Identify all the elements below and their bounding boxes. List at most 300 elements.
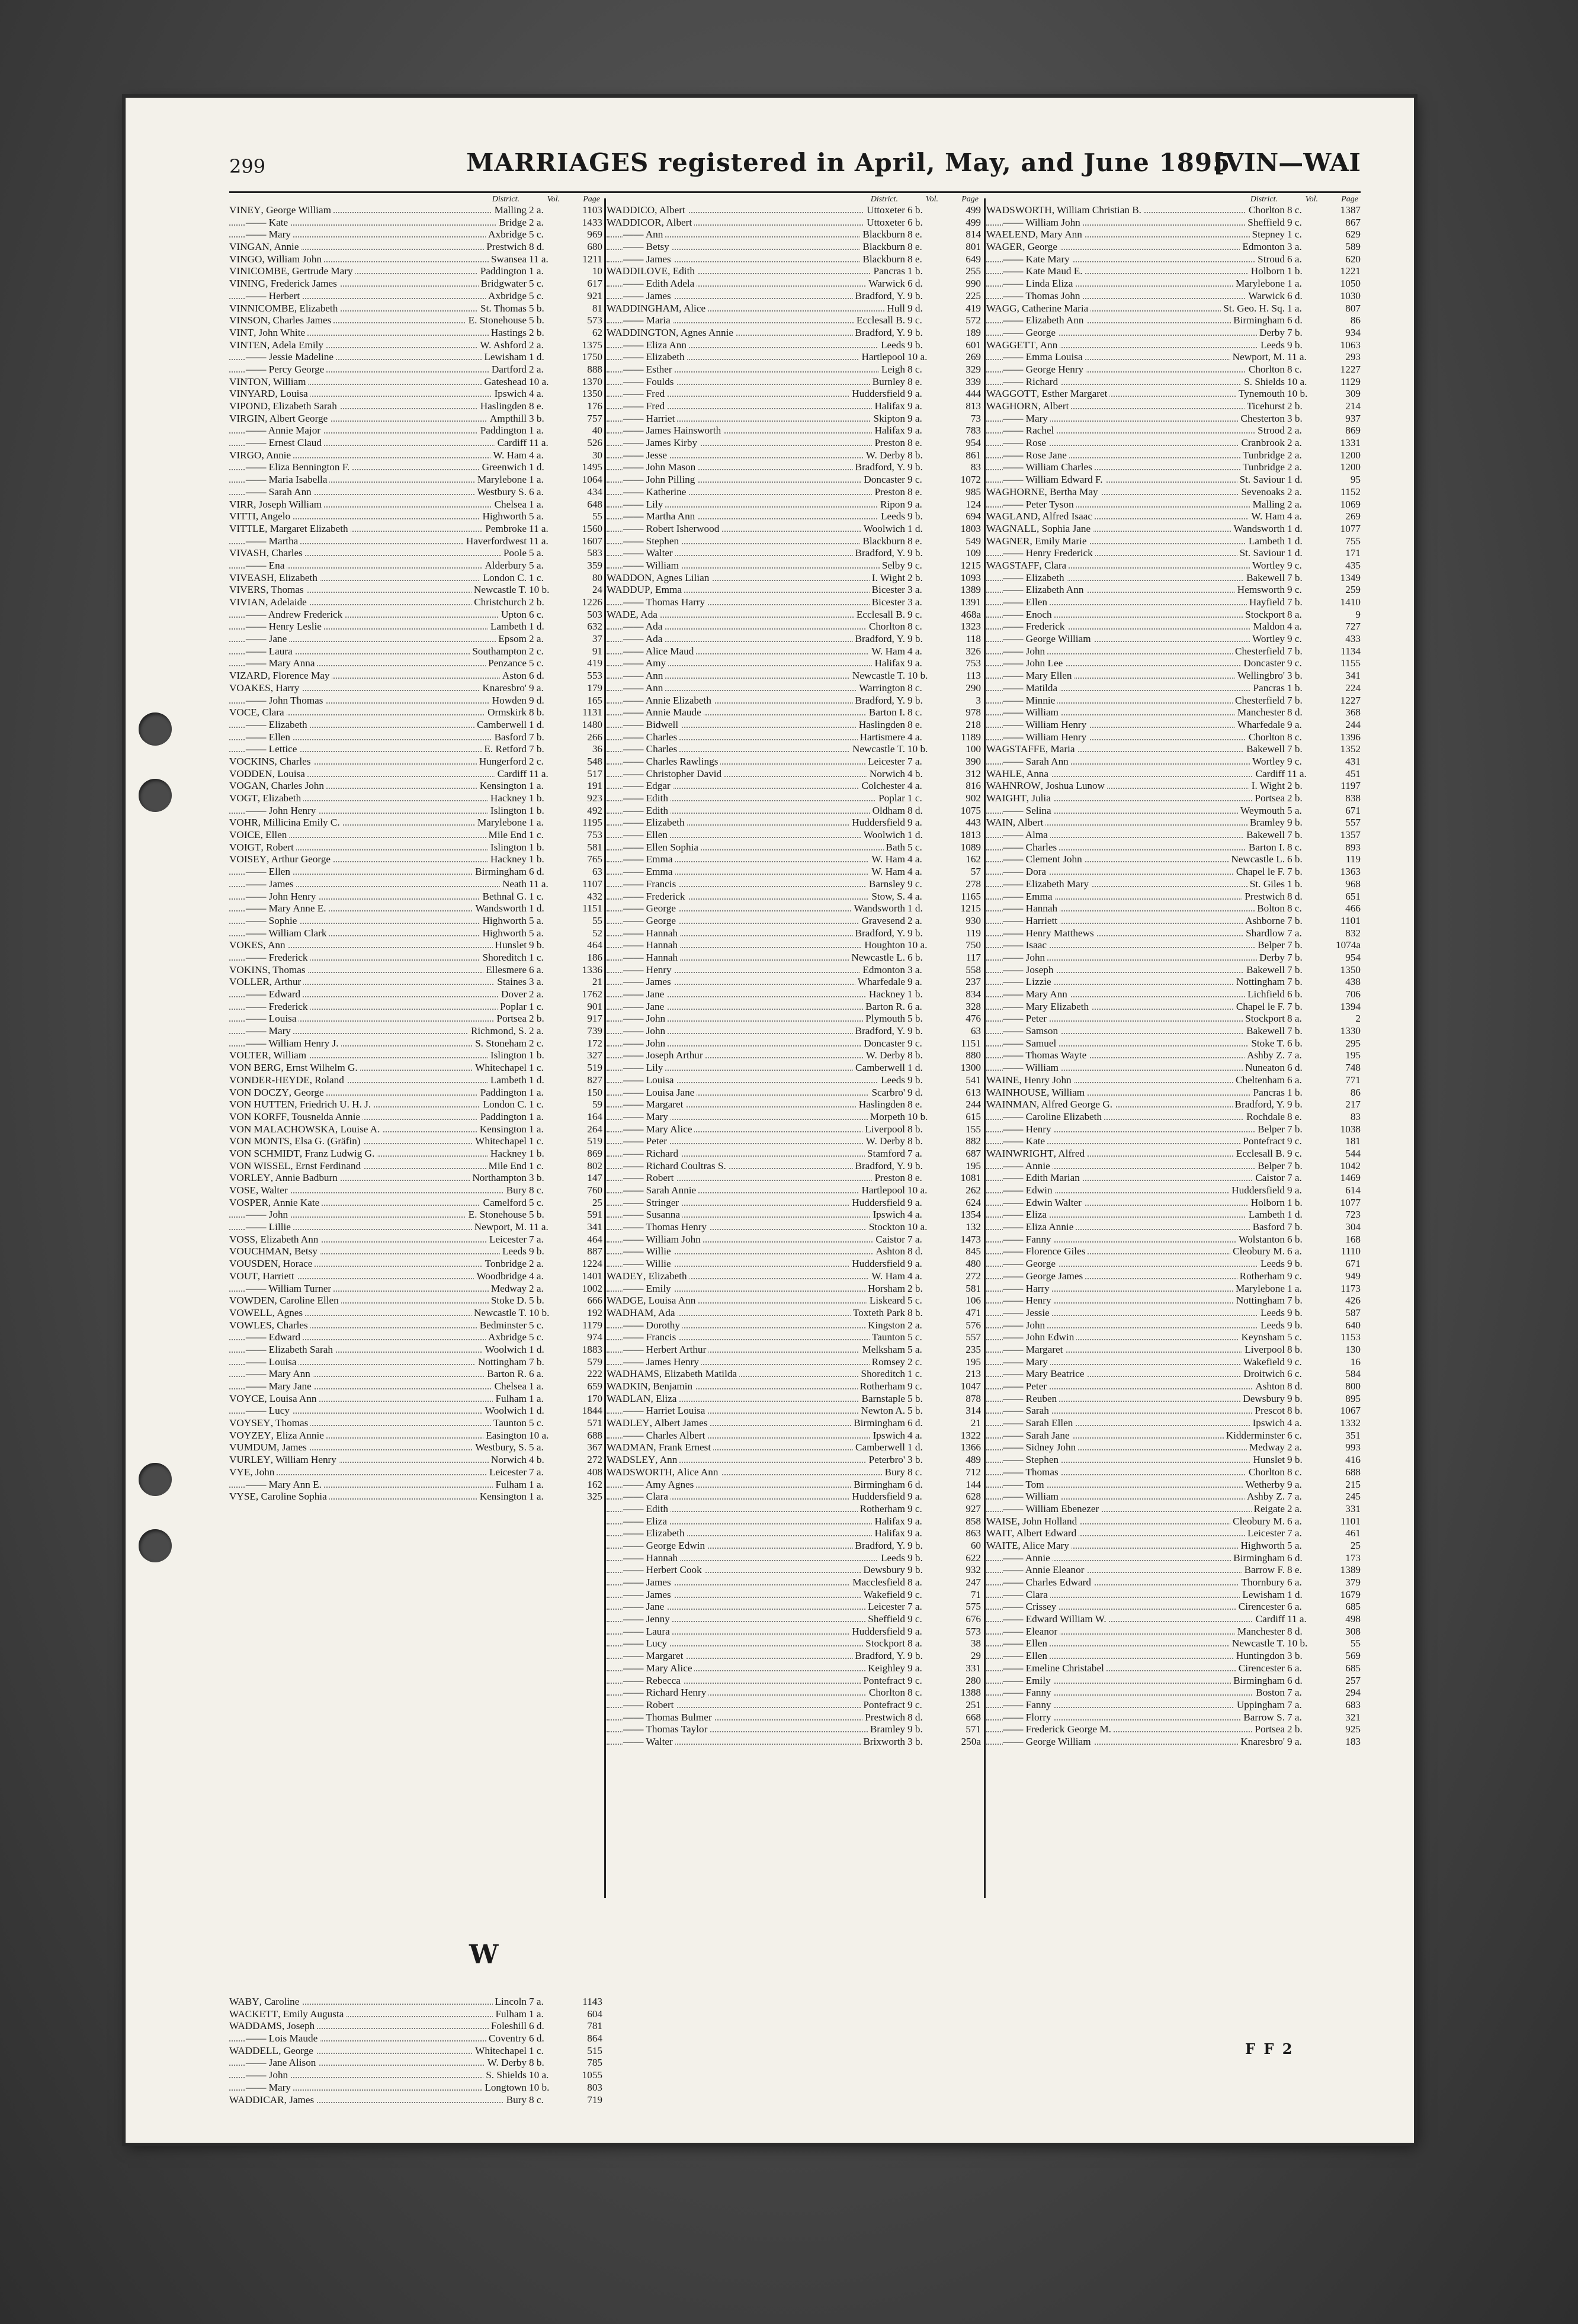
register-entry — [607, 927, 981, 940]
entry-name: WAGGOTT, Esther Margaret — [986, 388, 1109, 400]
register-entry — [986, 1062, 1361, 1074]
entry-volume: 1 b. — [529, 841, 544, 853]
register-entry — [607, 1124, 981, 1136]
entry-volume: 1 a. — [529, 265, 544, 277]
register-entry — [986, 560, 1361, 572]
entry-name: WADDELL, George — [229, 2045, 316, 2057]
entry-district: Wakefield — [1241, 1356, 1285, 1369]
entry-district: Birmingham — [851, 1417, 905, 1430]
entry-district: Hackney — [488, 792, 527, 805]
entry-district: Chapel le F. — [1234, 866, 1285, 878]
entry-page: 1055 — [582, 2069, 602, 2081]
entry-page: 1300 — [960, 1062, 981, 1074]
entry-district: Manchester — [1235, 707, 1285, 719]
register-entry — [986, 1111, 1361, 1124]
entry-name: —— Peter — [1003, 1013, 1049, 1025]
entry-page: 331 — [966, 1662, 981, 1674]
entry-district: Christchurch — [472, 596, 527, 609]
entry-name: —— Ellen — [1003, 1650, 1050, 1662]
entry-page: 503 — [587, 608, 602, 620]
column-header — [986, 192, 1361, 204]
entry-volume: 4 a. — [907, 866, 922, 878]
entry-name: —— James Hainsworth — [623, 425, 723, 437]
entry-volume: 9 a. — [907, 1527, 922, 1539]
entry-volume: 7 b. — [1287, 572, 1303, 583]
entry-page: 541 — [966, 1074, 981, 1086]
entry-name: —— William John — [1003, 217, 1083, 229]
entry-name: VON MALACHOWSKA, Louise A. — [229, 1124, 382, 1136]
entry-page: 814 — [966, 229, 981, 240]
district-heading: District. — [492, 195, 519, 204]
entry-page: 571 — [587, 1417, 602, 1429]
entry-district: Warwick — [866, 278, 905, 290]
entry-page: 803 — [587, 2081, 602, 2093]
entry-page: 80 — [592, 572, 602, 583]
entry-volume: 2 b. — [907, 1282, 923, 1294]
entry-page: 845 — [966, 1246, 981, 1257]
entry-district: Ashby Z. — [1245, 1049, 1285, 1062]
entry-district: Leicester — [865, 756, 905, 768]
entry-page: 985 — [966, 486, 981, 497]
entry-page: 217 — [1345, 1099, 1361, 1110]
entry-district: Hartlepool — [859, 351, 905, 364]
entry-name: —— Elizabeth — [246, 719, 310, 731]
entry-page: 591 — [587, 1209, 602, 1221]
entry-page: 106 — [966, 1295, 981, 1307]
entry-volume: 7 b. — [529, 731, 544, 743]
entry-page: 1844 — [582, 1405, 602, 1417]
entry-volume: 5 a. — [529, 1442, 544, 1453]
entry-name: —— James — [623, 290, 673, 303]
entry-district: Weymouth — [1238, 805, 1285, 817]
entry-district: Strood — [1255, 425, 1285, 437]
entry-district: W. Derby — [864, 450, 905, 462]
entry-volume: 7 b. — [529, 743, 544, 755]
entry-name: —— Annie Elizabeth — [623, 695, 714, 707]
entry-district: Lambeth — [1246, 1209, 1285, 1221]
register-entry — [607, 915, 981, 927]
entry-page: 765 — [587, 853, 602, 865]
entry-name: —— Elizabeth — [1003, 572, 1067, 585]
entry-volume: 1 c. — [529, 1062, 544, 1074]
entry-name: —— John Henry — [246, 891, 318, 903]
register-entry — [229, 1038, 602, 1050]
register-entry — [607, 572, 981, 585]
entry-district: Cranbrook — [1239, 437, 1285, 450]
entry-district: Marylebone — [475, 474, 527, 486]
register-entry — [607, 1613, 981, 1626]
register-entry — [229, 1209, 602, 1221]
entry-name: WAGNER, Emily Marie — [986, 535, 1089, 548]
entry-volume: 4 a. — [1287, 621, 1302, 633]
entry-district: Leeds — [1258, 1258, 1285, 1270]
entry-volume: 9 b. — [907, 1650, 923, 1662]
entry-district: London C. — [480, 572, 527, 585]
entry-page: 30 — [592, 449, 602, 461]
register-entry — [229, 1393, 602, 1405]
register-entry — [986, 217, 1361, 229]
register-entry — [229, 1295, 602, 1307]
register-entry — [607, 768, 981, 781]
register-entry — [229, 2057, 602, 2069]
entry-district: Alderbury — [482, 560, 527, 572]
entry-page: 668 — [966, 1711, 981, 1723]
entry-page: 118 — [966, 633, 981, 645]
entry-district: Stepney — [1250, 229, 1285, 241]
entry-district: Horsham — [865, 1283, 905, 1295]
entry-district: Wortley — [1250, 633, 1285, 646]
register-entry — [986, 253, 1361, 266]
entry-volume: 7 a. — [1287, 1527, 1302, 1539]
entry-volume: 9 b. — [907, 547, 923, 559]
entry-district: Belper — [1255, 1124, 1285, 1136]
register-entry — [229, 2033, 602, 2045]
register-entry — [229, 1148, 602, 1160]
register-entry — [986, 339, 1361, 352]
entry-page: 921 — [587, 290, 602, 301]
entry-district: Sevenoaks — [1239, 486, 1285, 499]
entry-page: 517 — [587, 768, 602, 779]
entry-district: Halifax — [872, 1516, 905, 1528]
column-2 — [607, 192, 981, 1851]
entry-name: —— Frederick — [246, 1001, 310, 1013]
entry-page: 213 — [966, 1368, 981, 1380]
register-entry — [229, 2020, 602, 2033]
register-entry — [986, 596, 1361, 609]
register-entry — [229, 829, 602, 842]
entry-page: 548 — [587, 755, 602, 767]
entry-district: Rotherham — [1237, 1270, 1285, 1283]
entry-district: Hastings — [489, 327, 527, 339]
entry-volume: 2 a. — [1287, 1442, 1302, 1453]
entry-district: Peterbro' — [867, 1454, 905, 1466]
entry-name: —— Mary Alice — [623, 1662, 694, 1675]
entry-volume: 1 a. — [529, 1478, 544, 1490]
register-entry — [607, 327, 981, 339]
register-entry — [986, 1087, 1361, 1099]
entry-page: 464 — [587, 939, 602, 951]
entry-district: Leicester — [487, 1234, 527, 1246]
entry-volume: 10 b. — [1287, 1638, 1308, 1649]
page-heading: Page — [583, 195, 600, 204]
entry-volume: 6 d. — [529, 2020, 544, 2032]
entry-name: —— John Henry — [246, 805, 318, 817]
entry-district: Chelsea — [492, 1381, 527, 1393]
entry-district: Wortley — [1250, 560, 1285, 572]
register-entry — [986, 976, 1361, 988]
entry-name: —— Hannah — [623, 939, 680, 952]
register-entry — [986, 1712, 1361, 1724]
entry-volume: 2 a. — [529, 339, 544, 351]
entry-name: —— Hannah — [623, 952, 680, 964]
entry-district: Woodbridge — [474, 1270, 527, 1283]
register-entry — [229, 511, 602, 523]
entry-name: —— Mary — [246, 229, 293, 241]
register-entry — [986, 646, 1361, 658]
entry-page: 2 — [1355, 1013, 1361, 1025]
entry-district: Haslingden — [857, 1099, 905, 1111]
entry-volume: 8 c. — [907, 707, 922, 718]
entry-district: Leicester — [1245, 1527, 1285, 1540]
entry-district: Easington — [483, 1430, 527, 1442]
entry-name: —— Ernest Claud — [246, 437, 324, 450]
entry-district: Barrow S. — [1241, 1712, 1285, 1724]
entry-page: 622 — [966, 1552, 981, 1564]
entry-name: —— Henry — [1003, 1124, 1054, 1136]
entry-page: 183 — [1345, 1735, 1361, 1747]
entry-volume: 7 b. — [1287, 976, 1303, 988]
register-entry — [607, 1062, 981, 1074]
entry-name: WAGSTAFF, Clara — [986, 560, 1069, 572]
register-entry — [607, 1675, 981, 1687]
register-entry — [986, 1442, 1361, 1454]
entry-volume: 8 e. — [907, 253, 922, 265]
entry-page: 25 — [1350, 1539, 1361, 1551]
entry-district: Toxteth Park — [851, 1307, 905, 1320]
entry-page: 558 — [966, 964, 981, 975]
entry-name: —— Henry Frederick — [1003, 547, 1095, 560]
entry-page: 461 — [1345, 1527, 1361, 1539]
register-entry — [607, 1001, 981, 1013]
entry-page: 755 — [1345, 535, 1361, 547]
entry-district: Howden — [490, 695, 527, 707]
entry-name: —— Emma — [1003, 891, 1055, 903]
entry-name: —— Dora — [1003, 866, 1048, 878]
entry-volume: 1 a. — [529, 1392, 544, 1404]
entry-name: WAELEND, Mary Ann — [986, 229, 1085, 241]
entry-volume: 1 d. — [529, 461, 544, 473]
entry-page: 341 — [1345, 670, 1361, 682]
entry-page: 327 — [587, 1049, 602, 1061]
entry-volume: 5 a. — [907, 1343, 922, 1355]
entry-district: St. Thomas — [478, 303, 527, 315]
entry-district: Knaresbro' — [480, 682, 527, 695]
entry-volume: 6 b. — [1287, 1037, 1303, 1049]
entry-volume: 7 b. — [1287, 694, 1303, 706]
entry-district: S. Shields — [483, 2069, 527, 2082]
register-entry — [607, 1099, 981, 1111]
entry-page: 435 — [1345, 559, 1361, 571]
entry-volume: 3 b. — [1287, 1650, 1303, 1662]
entry-name: WADDICO, Albert — [607, 204, 688, 217]
entry-volume: 7 a. — [907, 1233, 922, 1245]
register-entry — [229, 1001, 602, 1013]
entry-name: —— Mary Ellen — [1003, 670, 1074, 682]
entry-name: VOWLES, Charles — [229, 1320, 310, 1332]
entry-volume: 9 c. — [1287, 657, 1302, 669]
entry-volume: 6 c. — [1287, 1368, 1302, 1380]
entry-page: 215 — [1345, 1478, 1361, 1490]
register-entry — [229, 768, 602, 781]
entry-page: 95 — [1350, 474, 1361, 486]
entry-volume: 1 d. — [529, 1405, 544, 1417]
entry-district: Whitechapel — [473, 2045, 527, 2057]
register-entry — [607, 388, 981, 400]
entry-page: 1354 — [960, 1209, 981, 1221]
register-entry — [986, 1038, 1361, 1050]
entry-page: 549 — [966, 535, 981, 547]
entry-volume: 5 c. — [529, 1196, 544, 1208]
entry-volume: 2 c. — [529, 1037, 544, 1049]
entry-name: —— Mary Ann E. — [246, 1479, 324, 1491]
entry-name: —— Jesse — [623, 450, 669, 462]
entry-volume: 6 b. — [907, 216, 923, 228]
entry-district: Shardlow — [1243, 927, 1285, 940]
entry-volume: 7 a. — [907, 1601, 922, 1613]
entry-name: —— Lucy — [623, 1638, 669, 1650]
register-entry — [607, 1320, 981, 1332]
entry-district: Camberwell — [853, 1062, 905, 1074]
entry-volume: 2 a. — [529, 216, 544, 228]
entry-page: 1349 — [1340, 572, 1361, 583]
entry-page: 930 — [966, 914, 981, 926]
entry-name: —— Willie — [623, 1246, 673, 1258]
entry-page: 83 — [970, 461, 981, 473]
register-entry — [986, 853, 1361, 866]
entry-volume: 10 a. — [1287, 375, 1307, 387]
entry-page: 937 — [1345, 412, 1361, 424]
entry-district: Gateshead — [482, 376, 527, 389]
entry-name: VIVIAN, Adelaide — [229, 596, 309, 609]
vol-heading: Vol. — [925, 195, 938, 204]
entry-volume: 1 c. — [907, 1368, 922, 1380]
entry-name: —— Ann — [623, 229, 665, 241]
entry-page: 71 — [970, 1588, 981, 1600]
entry-volume: 11 a. — [529, 253, 549, 265]
entry-name: VON HUTTEN, Friedrich U. H. J. — [229, 1099, 373, 1111]
entry-volume: 1 c. — [529, 1160, 544, 1171]
entry-page: 1131 — [582, 707, 602, 718]
register-entry — [986, 278, 1361, 290]
entry-page: 781 — [587, 2020, 602, 2032]
entry-district: Bicester — [870, 584, 905, 596]
entry-volume: 1 c. — [1287, 229, 1302, 240]
entry-page: 800 — [1345, 1381, 1361, 1392]
entry-name: —— Ellen — [1003, 596, 1050, 609]
register-entry — [229, 695, 602, 707]
entry-name: WADDILOVE, Edith — [607, 265, 697, 278]
entry-district: Huntingdon — [1234, 1650, 1285, 1662]
register-entry — [607, 1344, 981, 1356]
entry-volume: 9 b. — [907, 1723, 923, 1735]
entry-name: VITTI, Angelo — [229, 511, 293, 523]
entry-volume: 8 d. — [1287, 890, 1303, 902]
entry-name: —— Clara — [623, 1491, 671, 1503]
entry-district: Wortley — [1250, 756, 1285, 768]
register-entry — [229, 1013, 602, 1025]
entry-district: Coventry — [486, 2033, 527, 2045]
entry-volume: 9 b. — [1287, 817, 1303, 829]
entry-page: 581 — [587, 841, 602, 853]
register-entry — [607, 646, 981, 658]
register-entry — [607, 1662, 981, 1675]
entry-district: Lichfield — [1245, 988, 1285, 1001]
entry-name: —— Ellen — [246, 866, 293, 878]
entry-name: —— Jane — [623, 988, 666, 1001]
entry-volume: 9 a. — [907, 1196, 922, 1208]
entry-volume: 4 a. — [529, 388, 544, 400]
entry-district: Leicester — [865, 1601, 905, 1613]
entry-district: Keighley — [865, 1662, 905, 1675]
entry-volume: 2 a. — [907, 1319, 922, 1331]
entry-page: 1323 — [960, 621, 981, 633]
entry-district: St. Saviour — [1237, 474, 1285, 486]
entry-volume: 9 c. — [907, 474, 922, 486]
entry-district: Warwick — [1246, 290, 1285, 303]
register-entry — [229, 425, 602, 437]
entry-district: Oldham — [870, 805, 905, 817]
entry-name: —— John — [1003, 1320, 1047, 1332]
register-entry — [986, 903, 1361, 915]
entry-volume: 2 a. — [529, 633, 544, 645]
register-entry — [986, 314, 1361, 327]
entry-name: VIVASH, Charles — [229, 547, 305, 560]
register-entry — [986, 1221, 1361, 1234]
entry-page: 544 — [1345, 1147, 1361, 1159]
entry-name: —— Jane — [623, 1601, 666, 1613]
entry-district: Huddersfield — [849, 1626, 905, 1638]
entry-district: Epsom — [496, 633, 527, 646]
entry-district: Neath — [500, 878, 527, 891]
entry-name: —— Minnie — [1003, 695, 1057, 707]
entry-volume: 4 a. — [1287, 1417, 1302, 1429]
entry-page: 1495 — [582, 461, 602, 473]
entry-list — [229, 1996, 602, 2106]
register-entry — [607, 939, 981, 952]
register-entry — [986, 1172, 1361, 1185]
entry-volume: 2 b. — [1287, 792, 1303, 804]
entry-page: 218 — [966, 718, 981, 730]
register-entry — [607, 425, 981, 437]
entry-page: 63 — [970, 1025, 981, 1037]
entry-name: —— Edith Adela — [623, 278, 697, 290]
entry-volume: 10 b. — [907, 1110, 928, 1122]
entry-district: Pancras — [871, 265, 905, 278]
entry-name: WADHAM, Ada — [607, 1307, 678, 1320]
entry-page: 858 — [966, 1515, 981, 1527]
entry-name: —— Maria — [623, 314, 673, 327]
entry-volume: 7 a. — [1287, 1699, 1302, 1710]
entry-name: WAGHORN, Albert — [986, 400, 1071, 413]
entry-list — [986, 204, 1361, 1748]
register-entry — [229, 1479, 602, 1491]
entry-volume: 9 a. — [529, 682, 544, 694]
register-entry — [229, 1996, 602, 2008]
entry-page: 1375 — [582, 339, 602, 351]
entry-name: VIZARD, Florence May — [229, 670, 332, 682]
entry-district: Bakewell — [1244, 829, 1285, 842]
entry-page: 367 — [587, 1442, 602, 1453]
entry-volume: 2 b. — [529, 326, 544, 338]
entry-volume: 1 c. — [529, 572, 544, 583]
entry-volume: 4 a. — [529, 1270, 544, 1282]
register-entry — [607, 1135, 981, 1148]
entry-volume: 11 a. — [529, 522, 549, 534]
entry-name: —— Clement John — [1003, 853, 1085, 866]
entry-district: Bakewell — [1244, 964, 1285, 977]
register-entry — [607, 535, 981, 548]
entry-district: Marylebone — [1233, 1283, 1285, 1295]
entry-page: 21 — [592, 976, 602, 988]
entry-name: VINYARD, Louisa — [229, 388, 310, 400]
entry-name: WADSWORTH, Alice Ann — [607, 1466, 721, 1479]
entry-district: Greenwich — [480, 461, 527, 474]
register-entry — [986, 952, 1361, 964]
entry-page: 62 — [592, 326, 602, 338]
entry-page: 680 — [587, 241, 602, 253]
entry-volume: 10 b. — [907, 743, 928, 755]
entry-name: WADDON, Agnes Lilian — [607, 572, 711, 585]
